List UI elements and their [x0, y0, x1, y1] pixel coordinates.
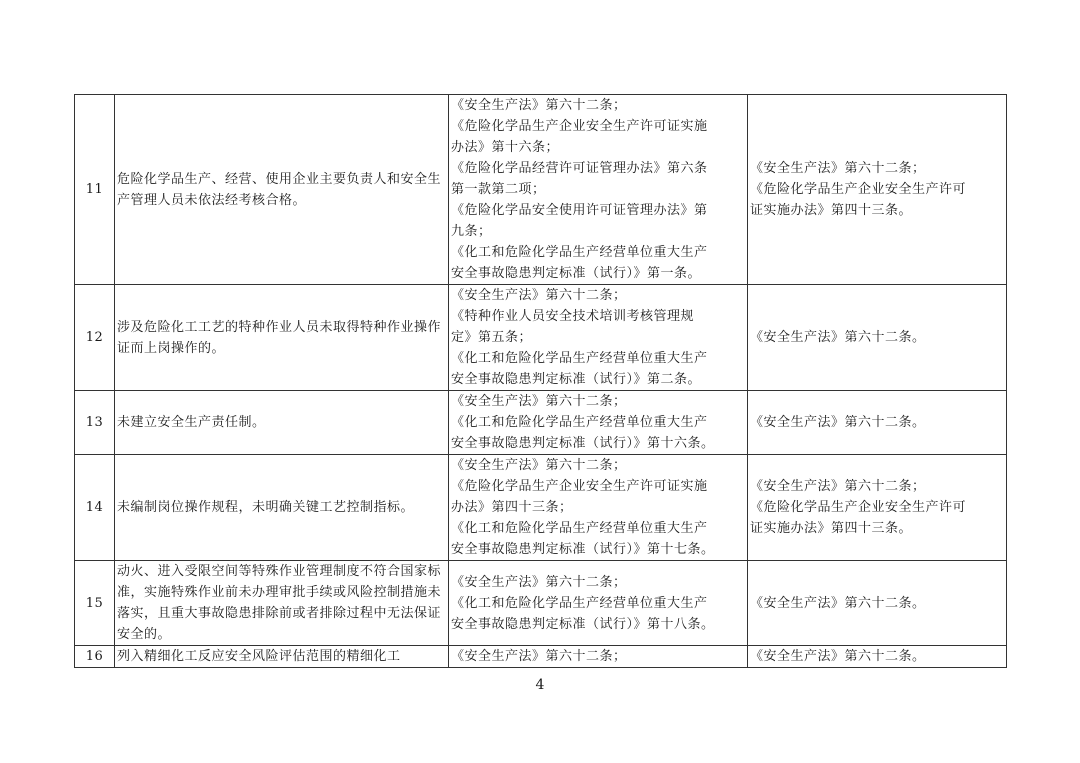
penalty-line: 《安全生产法》第六十二条；: [750, 161, 926, 176]
basis-line: 《安全生产法》第六十二条；: [451, 98, 627, 113]
penalty-line: 证实施办法》第四十三条。: [750, 203, 913, 218]
regulation-table: [74, 94, 1007, 668]
hazard-item: [115, 561, 449, 646]
penalty-basis: [748, 646, 1007, 668]
penalty-line: 证实施办法》第四十三条。: [750, 521, 913, 536]
penalty-basis: [748, 561, 1007, 646]
basis-line: 《化工和危险化学品生产经营单位重大生产: [451, 245, 708, 260]
hazard-text: 列入精细化工反应安全风险评估范围的精细化工: [117, 649, 401, 664]
legal-basis: [449, 646, 748, 668]
legal-basis: [449, 391, 748, 455]
basis-line: 安全事故隐患判定标准（试行）》第十八条。: [451, 616, 715, 632]
basis-line: 办法》第十六条；: [451, 140, 560, 155]
table-row: [75, 455, 1007, 561]
page-number: 4: [535, 677, 545, 693]
hazard-item: [115, 455, 449, 561]
row-number: 16: [75, 646, 115, 668]
penalty-basis: [748, 391, 1007, 455]
penalty-line: 《安全生产法》第六十二条。: [750, 649, 926, 664]
table-row: [75, 646, 1007, 668]
penalty-line: 《安全生产法》第六十二条；: [750, 479, 926, 494]
basis-line: 《危险化学品经营许可证管理办法》第六条: [451, 161, 708, 176]
penalty-line: 《安全生产法》第六十二条。: [750, 415, 926, 430]
basis-line: 九条；: [451, 224, 492, 239]
basis-line: 《安全生产法》第六十二条；: [451, 649, 627, 664]
hazard-item: [115, 391, 449, 455]
hazard-text: 危险化学品生产、经营、使用企业主要负责人和安全生产管理人员未依法经考核合格。: [117, 171, 442, 208]
table-row: [75, 561, 1007, 646]
hazard-text: 涉及危险化工工艺的特种作业人员未取得特种作业操作证而上岗操作的。: [117, 319, 442, 356]
basis-line: 《化工和危险化学品生产经营单位重大生产: [451, 595, 708, 611]
hazard-text: 未编制岗位操作规程，未明确关键工艺控制指标。: [117, 500, 415, 515]
hazard-text: 动火、进入受限空间等特殊作业管理制度不符合国家标准，实施特殊作业前未办理审批手续或风险控制措施未落实，且重大事故隐患排除前或者排除过程中无法保证安全的。: [117, 564, 442, 642]
penalty-basis: [748, 285, 1007, 391]
legal-basis: [449, 561, 748, 646]
hazard-text: 未建立安全生产责任制。: [117, 415, 266, 430]
basis-line: 第一款第二项；: [451, 182, 546, 197]
table-row: [75, 95, 1007, 285]
basis-line: 《特种作业人员安全技术培训考核管理规: [451, 309, 695, 324]
basis-line: 《安全生产法》第六十二条；: [451, 574, 627, 590]
basis-line: 《化工和危险化学品生产经营单位重大生产: [451, 415, 708, 430]
basis-line: 《安全生产法》第六十二条；: [451, 394, 627, 409]
penalty-basis: [748, 455, 1007, 561]
row-number: 11: [75, 95, 115, 285]
table-row: [75, 285, 1007, 391]
hazard-item: [115, 646, 449, 668]
penalty-line: 《危险化学品生产企业安全生产许可: [750, 182, 967, 197]
basis-line: 《化工和危险化学品生产经营单位重大生产: [451, 351, 708, 366]
legal-basis: [449, 285, 748, 391]
row-number: 15: [75, 561, 115, 646]
basis-line: 《化工和危险化学品生产经营单位重大生产: [451, 521, 708, 536]
table-body: [75, 95, 1007, 668]
penalty-line: 《危险化学品生产企业安全生产许可: [750, 500, 967, 515]
row-number: 14: [75, 455, 115, 561]
hazard-item: [115, 95, 449, 285]
basis-line: 办法》第四十三条；: [451, 500, 573, 515]
row-number: 13: [75, 391, 115, 455]
basis-line: 定》第五条；: [451, 330, 533, 345]
penalty-line: 《安全生产法》第六十二条。: [750, 595, 926, 611]
basis-line: 《危险化学品生产企业安全生产许可证实施: [451, 119, 708, 134]
row-number: 12: [75, 285, 115, 391]
table-row: [75, 391, 1007, 455]
basis-line: 安全事故隐患判定标准（试行）》第十六条。: [451, 436, 715, 451]
basis-line: 《安全生产法》第六十二条；: [451, 458, 627, 473]
legal-basis: [449, 95, 748, 285]
basis-line: 《安全生产法》第六十二条；: [451, 288, 627, 303]
basis-line: 《危险化学品安全使用许可证管理办法》第: [451, 203, 708, 218]
basis-line: 安全事故隐患判定标准（试行）》第二条。: [451, 372, 702, 387]
basis-line: 安全事故隐患判定标准（试行）》第一条。: [451, 266, 702, 281]
penalty-line: 《安全生产法》第六十二条。: [750, 330, 926, 345]
legal-basis: [449, 455, 748, 561]
basis-line: 安全事故隐患判定标准（试行）》第十七条。: [451, 542, 715, 557]
basis-line: 《危险化学品生产企业安全生产许可证实施: [451, 479, 708, 494]
penalty-basis: [748, 95, 1007, 285]
hazard-item: [115, 285, 449, 391]
